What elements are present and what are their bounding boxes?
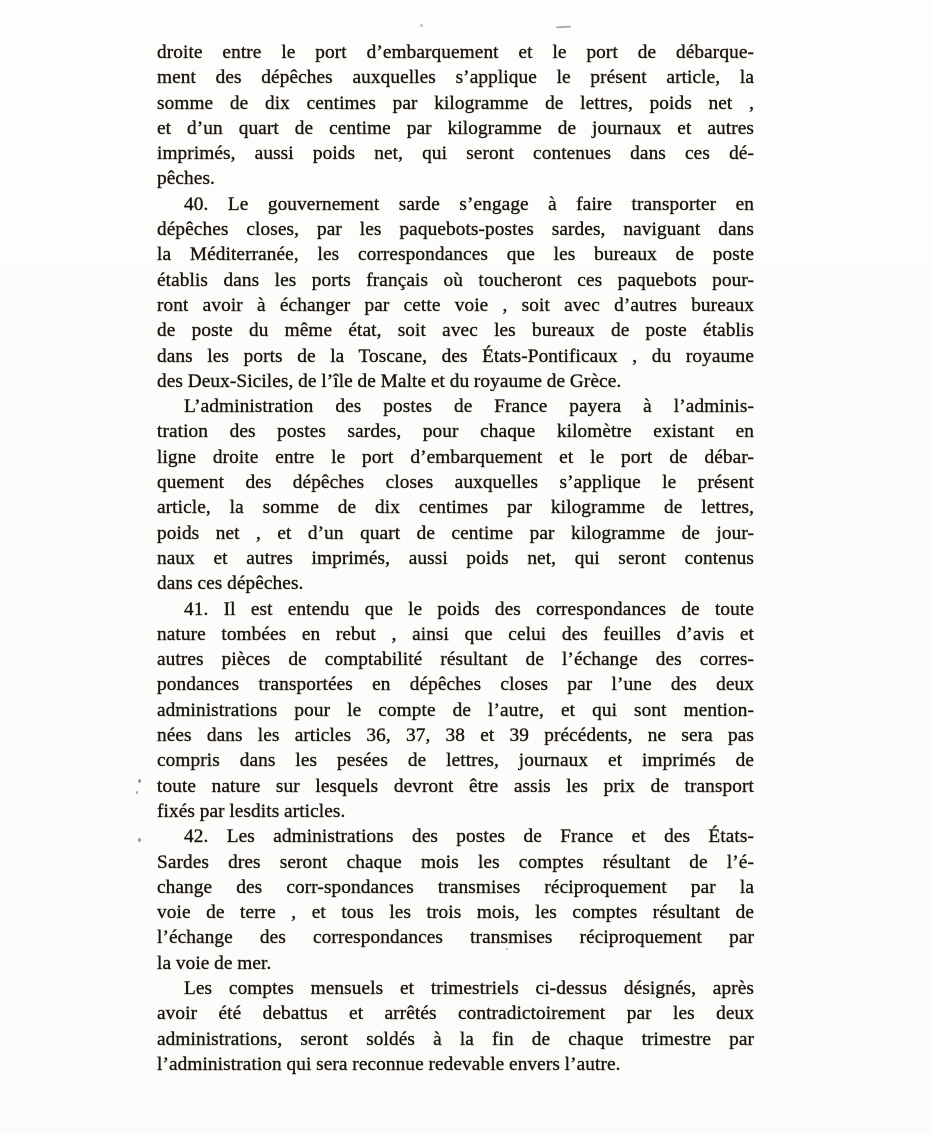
text-line: dans les ports de la Toscane, des États-Pontificaux , du royaume: [157, 345, 754, 367]
text-line: administrations, seront soldés à la fin de chaque trimestre par: [157, 1028, 754, 1050]
text-line: des Deux-Siciles, de l’île de Malte et du royaume de Grèce.: [157, 370, 622, 392]
text-line: ligne droite entre le port d’embarquement et le port de débar-: [157, 446, 754, 468]
text-line: nées dans les articles 36, 37, 38 et 39 précédents, ne sera pas: [157, 725, 754, 747]
scan-speck-dot: [136, 791, 138, 794]
text-line: compris dans les pesées de lettres, journaux et imprimés de: [157, 750, 754, 772]
text-line: dépêches closes, par les paquebots-postes sardes, naviguant dans: [157, 219, 754, 241]
text-line: 42. Les administrations des postes de France et des États-: [184, 826, 754, 848]
text-line: Sardes dres seront chaque mois les comptes résultant de l’é-: [157, 851, 754, 873]
text-line: Les comptes mensuels et trimestriels ci-dessus désignés, après: [184, 977, 754, 999]
text-line: somme de dix centimes par kilogramme de lettres, poids net ,: [157, 92, 754, 114]
text-line: dans ces dépêches.: [157, 573, 304, 595]
text-line: tration des postes sardes, pour chaque kilomètre existant en: [157, 421, 754, 443]
text-line: change des corr-spondances transmises réciproquement par la: [157, 876, 754, 898]
text-line: l’échange des correspondances transmises réciproquement par: [157, 927, 754, 949]
page-text-block: [157, 40, 754, 1077]
text-line: article, la somme de dix centimes par kilogramme de lettres,: [157, 497, 754, 519]
text-line: la voie de mer.: [157, 952, 272, 974]
text-line: droite entre le port d’embarquement et le port de débarque-: [157, 42, 754, 63]
text-line: fixés par lesdits articles.: [157, 800, 346, 822]
text-line: administrations pour le compte de l’autre, et qui sont mention-: [157, 699, 754, 721]
scan-speck-dot: [138, 779, 141, 783]
text-line: L’administration des postes de France payera à l’adminis-: [184, 396, 754, 418]
text-line: ment des dépêches auxquelles s’applique le présent article, la: [157, 67, 754, 89]
text-line: la Méditerranée, les correspondances que les bureaux de poste: [157, 244, 754, 266]
text-line: 40. Le gouvernement sarde s’engage à faire transporter en: [184, 193, 754, 215]
text-line: quement des dépêches closes auxquelles s’applique le présent: [157, 472, 754, 494]
text-line: voie de terre , et tous les trois mois, les comptes résultant de: [157, 902, 754, 924]
scan-speck-dot: [138, 838, 141, 842]
text-line: l’administration qui sera reconnue redevable envers l’autre.: [157, 1053, 621, 1075]
text-line: nature tombées en rebut , ainsi que celui des feuilles d’avis et: [157, 623, 754, 645]
text-line: naux et autres imprimés, aussi poids net, qui seront contenus: [157, 547, 754, 569]
text-line: ront avoir à échanger par cette voie , soit avec d’autres bureaux: [157, 294, 754, 316]
text-line: pondances transportées en dépêches closes par l’une des deux: [157, 674, 754, 696]
scan-speck-dot: [420, 24, 423, 27]
text-line: poids net , et d’un quart de centime par kilogramme de jour-: [157, 522, 754, 544]
text-line: établis dans les ports français où toucheront ces paquebots pour-: [157, 269, 754, 291]
scan-speck-dash: [556, 26, 571, 29]
text-line: avoir été debattus et arrêtés contradictoirement par les deux: [157, 1003, 754, 1025]
text-line: autres pièces de comptabilité résultant de l’échange des corres-: [157, 649, 754, 671]
text-line: et d’un quart de centime par kilogramme de journaux et autres: [157, 117, 754, 139]
text-line: toute nature sur lesquels devront être assis les prix de transport: [157, 775, 754, 797]
text-line: imprimés, aussi poids net, qui seront contenues dans ces dé-: [157, 143, 754, 165]
text-line: pêches.: [157, 168, 215, 190]
text-line: de poste du même état, soit avec les bureaux de poste établis: [157, 320, 754, 342]
text-line: 41. Il est entendu que le poids des correspondances de toute: [184, 598, 754, 620]
